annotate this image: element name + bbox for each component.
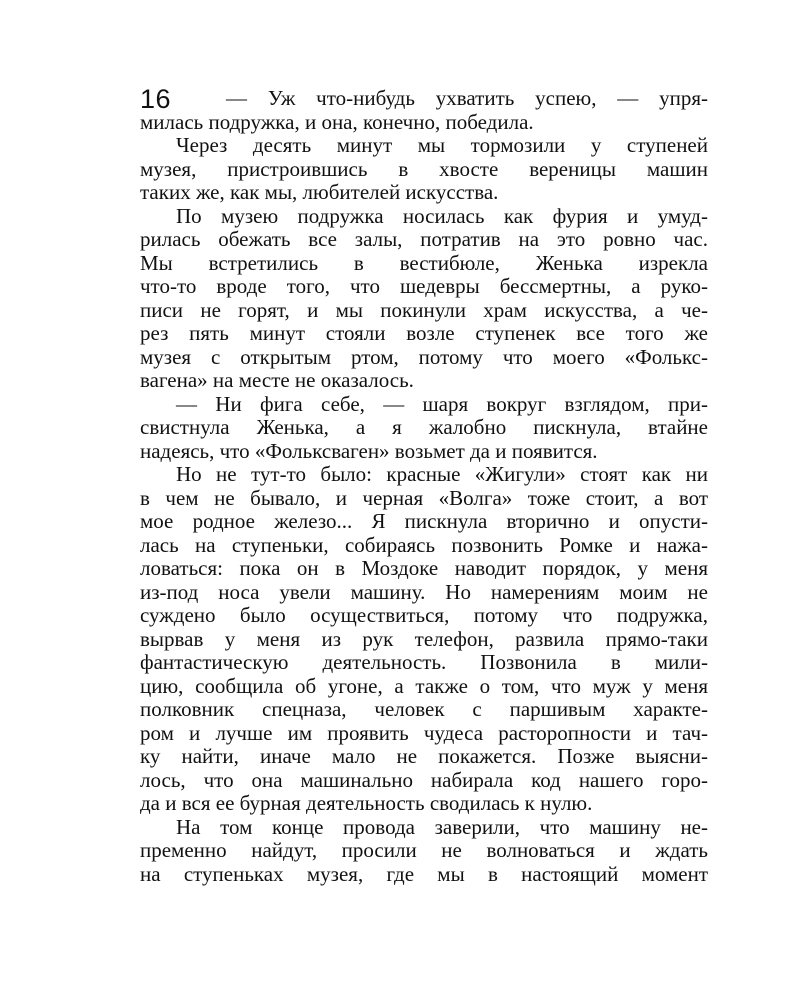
text-line: лась на ступеньки, собираясь позвонить Ромке и нажа- bbox=[140, 532, 708, 557]
text-line: надеясь, что «Фольксваген» возьмет да и появится. bbox=[140, 438, 598, 463]
text-line: Мы встретились в вестибюле, Женька изрекла bbox=[140, 250, 708, 275]
text-line: ром и лучше им проявить чудеса расторопности и тач- bbox=[140, 720, 708, 745]
text-line: лось, что она машинально набирала код нашего горо- bbox=[140, 767, 708, 792]
text-line: на ступеньках музея, где мы в настоящий момент bbox=[140, 861, 708, 886]
text-line: пременно найдут, просили не волноваться и ждать bbox=[140, 838, 708, 862]
text-line: вагена» на месте не оказалось. bbox=[140, 368, 414, 392]
text-line: Но не тут-то было: красные «Жигули» стоят как ни bbox=[176, 462, 708, 486]
text-line: цию, сообщила об угоне, а также о том, что муж у меня bbox=[140, 673, 708, 698]
text-line: — Уж что-нибудь ухватить успею, — упря- bbox=[226, 86, 708, 110]
text-line: мое родное железо... Я пискнула вторично и опусти- bbox=[140, 509, 708, 533]
text-line: — Ни фига себе, — шаря вокруг взглядом, при- bbox=[176, 391, 708, 416]
text-line: ку найти, иначе мало не покажется. Позже выясни- bbox=[140, 744, 708, 768]
text-line: из-под носа увели машину. Но намерениям моим не bbox=[140, 579, 708, 604]
text-line: таких же, как мы, любителей искусства. bbox=[140, 180, 499, 204]
text-line: музея, пристроившись в хвосте вереницы машин bbox=[140, 156, 708, 181]
text-line: рилась обежать все залы, потратив на это ровно час. bbox=[140, 227, 708, 251]
text-line: суждено было осуществиться, потому что подружка, bbox=[140, 603, 708, 627]
text-line: ловаться: пока он в Моздоке наводит порядок, у меня bbox=[140, 556, 708, 580]
text-line: что-то вроде того, что шедевры бессмертны, а руко- bbox=[140, 274, 708, 298]
text-line: По музею подружка носилась как фурия и умуд- bbox=[176, 203, 708, 228]
text-line: рез пять минут стояли возле ступенек все того же bbox=[140, 321, 708, 345]
text-line: в чем не бывало, и черная «Волга» тоже стоит, а вот bbox=[140, 485, 708, 510]
text-line: свистнула Женька, а я жалобно пискнула, втайне bbox=[140, 415, 708, 439]
text-line: Через десять минут мы тормозили у ступеней bbox=[176, 133, 708, 157]
text-line: фантастическую деятельность. Позвонила в мили- bbox=[140, 650, 708, 674]
text-line: вырвав у меня из рук телефон, развила прямо-таки bbox=[140, 626, 708, 651]
body-text bbox=[140, 87, 708, 886]
text-line: писи не горят, и мы покинули храм искусства, а че- bbox=[140, 297, 708, 322]
page-number: 16 bbox=[140, 84, 172, 114]
text-line: милась подружка, и она, конечно, победила. bbox=[140, 109, 534, 134]
text-line: музея с открытым ртом, потому что моего «Фолькс- bbox=[140, 344, 708, 369]
text-line: На том конце провода заверили, что машину не- bbox=[176, 814, 708, 839]
text-line: да и вся ее бурная деятельность сводилась к нулю. bbox=[140, 791, 593, 815]
text-line: полковник спецназа, человек с паршивым характе- bbox=[140, 697, 708, 721]
